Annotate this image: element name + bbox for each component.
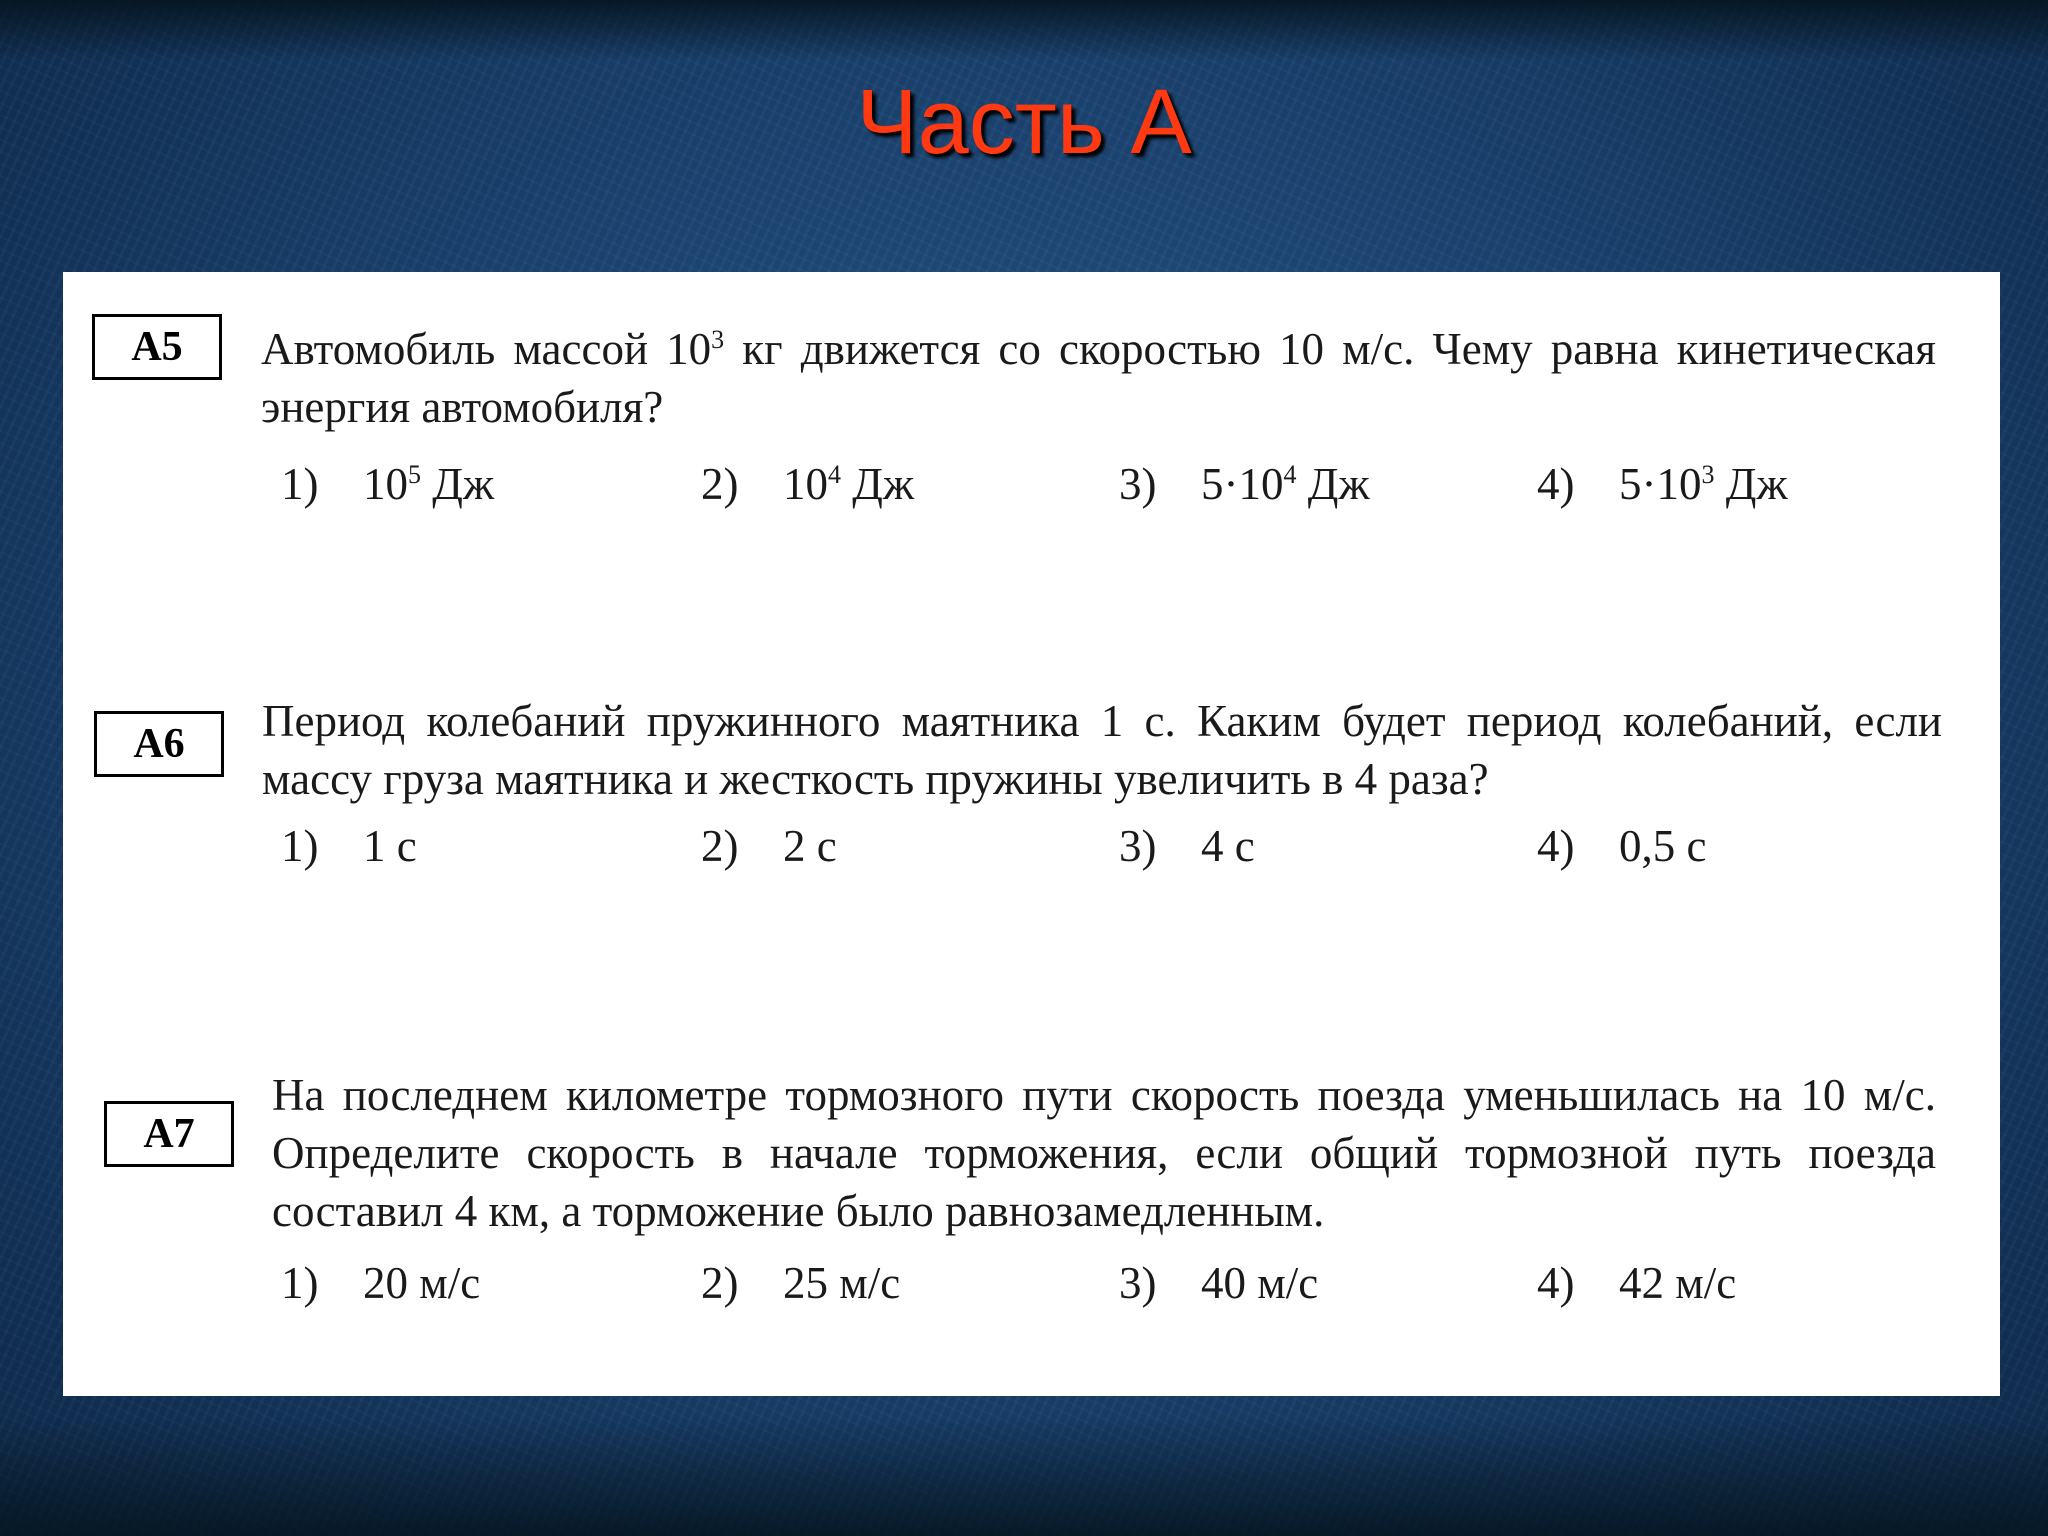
answer-option-a5-2[interactable]	[701, 458, 914, 510]
answer-row-a5	[281, 458, 1788, 518]
answer-number: 2)	[701, 821, 739, 871]
question-text-a5-exponent: 3	[711, 325, 725, 354]
answer-value: 2 с	[783, 821, 837, 871]
answer-unit: Дж	[1296, 459, 1370, 509]
answer-number: 3)	[1119, 459, 1157, 509]
question-text-a7: На последнем километре тормозного пути скорость поезда уменьшилась на 10 м/с. Определите скорость в начале торможения, если общий тормозной путь поезда составил 4 км, а торможение было равнозамедленным.	[272, 1070, 1936, 1236]
answer-number: 2)	[701, 459, 739, 509]
answer-option-a6-2[interactable]	[701, 820, 837, 872]
answer-number: 4)	[1537, 459, 1575, 509]
answer-option-a6-3[interactable]	[1119, 820, 1255, 872]
answer-option-a7-4[interactable]	[1537, 1257, 1736, 1309]
answer-exponent: 3	[1701, 460, 1715, 489]
answer-base: 5·10	[1619, 459, 1702, 509]
answer-number: 1)	[281, 821, 319, 871]
question-text-a5	[261, 320, 1936, 436]
answer-value: 40 м/с	[1201, 1258, 1319, 1308]
answer-value: 0,5 с	[1619, 821, 1707, 871]
answer-unit: Дж	[841, 459, 915, 509]
answer-value: 4 с	[1201, 821, 1255, 871]
answer-exponent: 4	[1283, 460, 1297, 489]
answer-base: 10	[783, 459, 828, 509]
question-label-a6: А6	[94, 711, 224, 777]
answer-option-a6-4[interactable]	[1537, 820, 1706, 872]
answer-row-a6	[281, 820, 1781, 880]
answer-option-a7-1[interactable]	[281, 1257, 480, 1309]
answer-number: 2)	[701, 1258, 739, 1308]
answer-option-a5-4[interactable]	[1537, 458, 1788, 510]
answer-base: 10	[363, 459, 408, 509]
answer-value: 42 м/с	[1619, 1258, 1737, 1308]
background-top-band	[0, 0, 2048, 60]
question-text-a6: Период колебаний пружинного маятника 1 с. Каким будет период колебаний, если массу груза маятника и жесткость пружины увеличить в 4 раза?	[262, 696, 1942, 804]
question-text-a5-part1: Автомобиль массой 10	[261, 324, 712, 374]
question-sheet	[63, 272, 2000, 1396]
answer-number: 1)	[281, 459, 319, 509]
answer-row-a7	[281, 1257, 1781, 1317]
answer-value: 1 с	[363, 821, 417, 871]
answer-number: 3)	[1119, 1258, 1157, 1308]
answer-base: 5·10	[1201, 459, 1284, 509]
answer-number: 4)	[1537, 1258, 1575, 1308]
answer-option-a7-3[interactable]	[1119, 1257, 1318, 1309]
question-text-a5-part2: кг движется со скоростью 10 м/с. Чему равна кинетическая энергия автомобиля?	[261, 324, 1936, 432]
answer-unit: Дж	[1714, 459, 1788, 509]
answer-value: 20 м/с	[363, 1258, 481, 1308]
answer-number: 3)	[1119, 821, 1157, 871]
answer-option-a6-1[interactable]	[281, 820, 417, 872]
answer-option-a7-2[interactable]	[701, 1257, 900, 1309]
question-label-a7: А7	[104, 1101, 234, 1167]
answer-number: 4)	[1537, 821, 1575, 871]
answer-unit: Дж	[421, 459, 495, 509]
answer-exponent: 4	[828, 460, 841, 489]
answer-value: 25 м/с	[783, 1258, 901, 1308]
answer-option-a5-1[interactable]	[281, 458, 494, 510]
answer-exponent: 5	[408, 460, 421, 489]
answer-number: 1)	[281, 1258, 319, 1308]
question-label-a5: А5	[92, 314, 222, 380]
answer-option-a5-3[interactable]	[1119, 458, 1370, 510]
background-bottom-band	[0, 1416, 2048, 1536]
slide-title: Часть А	[856, 71, 1192, 173]
